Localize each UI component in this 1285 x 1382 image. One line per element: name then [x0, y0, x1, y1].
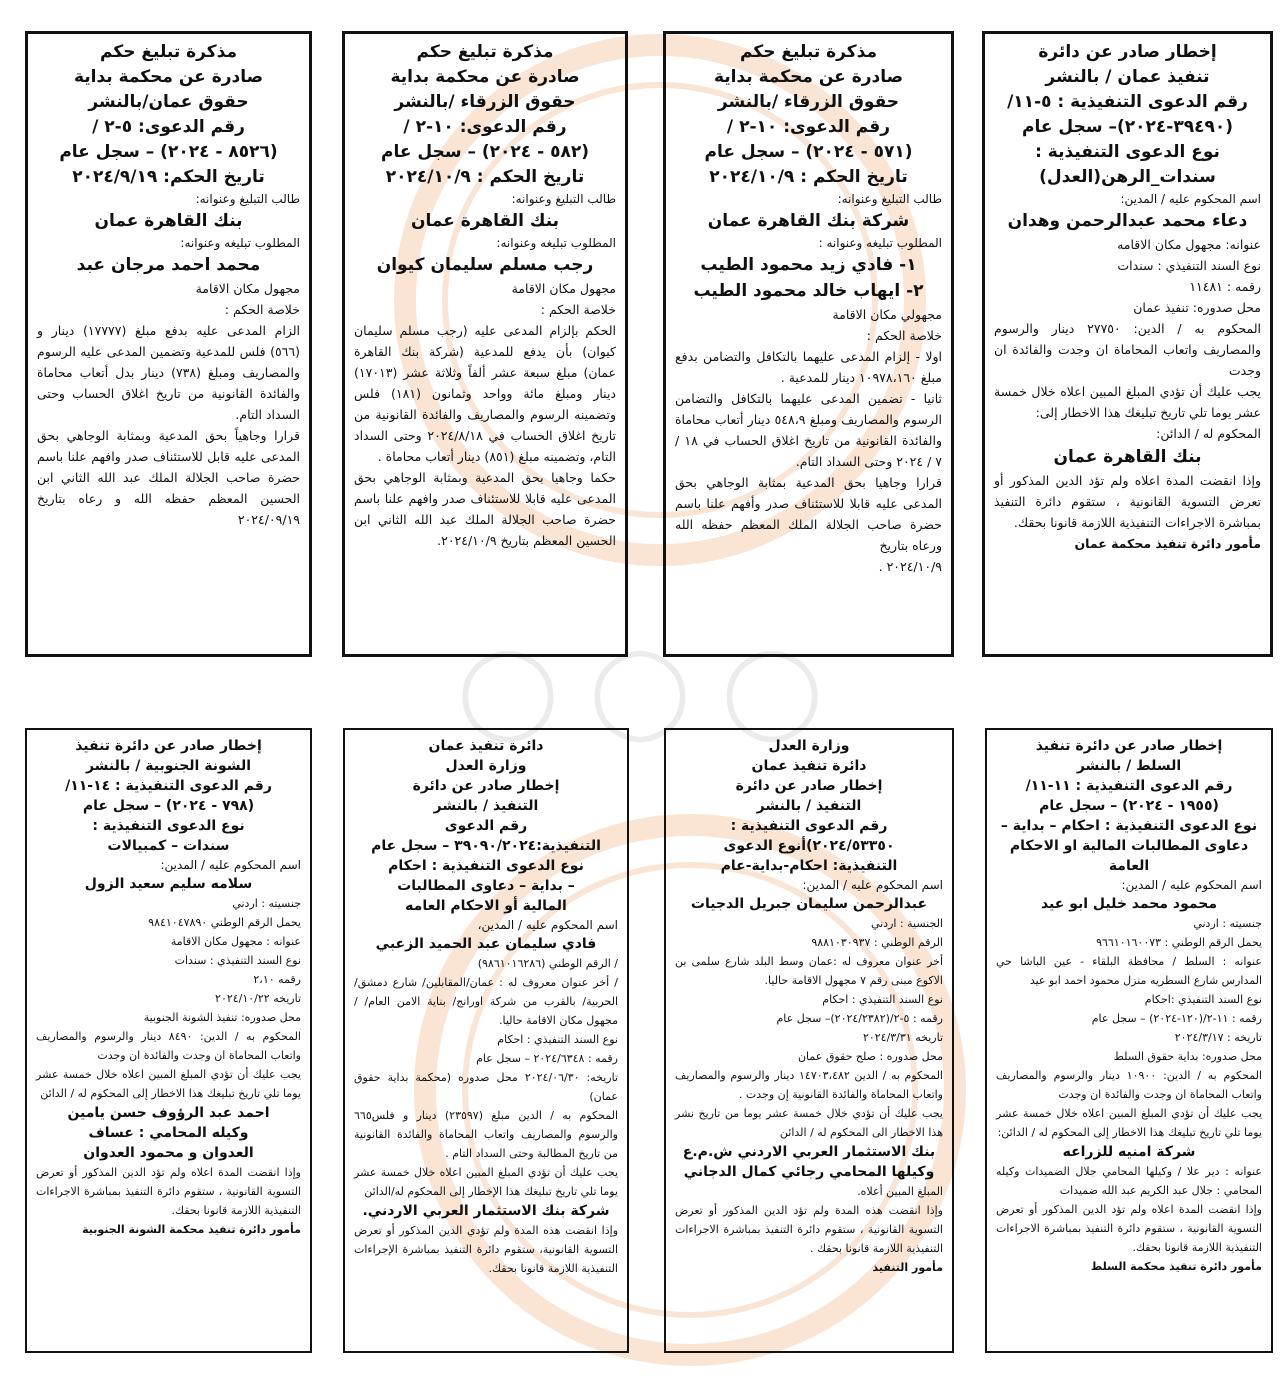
notice-heading: إخطار صادر عن دائرة [412, 778, 560, 794]
case-number: رقم الدعوى [444, 818, 528, 834]
detail-line: عنوانه : السلط / محافظة البلقاء - عين الباشا حي المدارس شارع السطريه منزل محمود احمد ابو عيد [996, 955, 1262, 987]
case-number: رقم الدعوى التنفيذية : ٥-١١/ [1007, 92, 1248, 112]
case-number: (٨٥٢٦ - ٢٠٢٤) – سجل عام [59, 142, 278, 162]
notice-footer: مأمور التنفيذ [872, 1261, 943, 1274]
notice-heading: وزارة العدل [445, 758, 527, 774]
detail-line: يجب عليك أن تؤدي المبلغ المبين اعلاه خلال خمسة عشر يوما تلي تاريخ تبليغك هذا الإخطار إلى المحكوم له/الدائن [354, 1166, 618, 1198]
judgment-date: تاريخ الحكم : ٢٠٢٤/١٠/٩ [385, 167, 585, 187]
case-number: رقم الدعوى التنفيذية : [730, 818, 888, 834]
case-number: التنفيذية:٣٩٠٩٠/٢٠٢٤ – سجل عام [371, 838, 601, 854]
case-type: التنفيذية: احكام-بداية-عام [720, 858, 898, 874]
detail-line: نوع السند التنفيذي : احكام [822, 993, 943, 1006]
detail-line: يحمل الرقم الوطني ٩٨٤١٠٤٧٨٩٠ [148, 916, 301, 929]
detail-line: محل صدوره: تنفيذ الشونة الجنوبية [143, 1011, 301, 1024]
requester-label: طالب التبليغ وعنوانه: [195, 192, 300, 206]
detail-line: خلاصة الحكم : [224, 302, 300, 317]
notice-footer: مأمور دائرة تنفيذ محكمة الشونة الجنوبية [82, 1223, 301, 1236]
detail-line: الزام المدعى عليه بدفع مبلغ (١٧٧٧٧) دينار و (٥٦٦) فلس للمدعية وتضمين المدعى عليه الرسوم والمصاريف ومبلغ (٧٣٨) دينار بدل أتعاب محاماة والفائدة القانونية من تاريخ اغلاق الحساب وحتى السداد التام. [37, 323, 300, 422]
recipient-label: المطلوب تبليغه وعنوانه : [818, 236, 942, 250]
notice-heading: إخطار صادر عن دائرة [1038, 42, 1217, 62]
notice-heading: إخطار صادر عن دائرة تنفيذ [75, 738, 262, 754]
notice-footer: مأمور دائرة تنفيذ محكمة السلط [1090, 1260, 1262, 1273]
detail-line: الحكم بإلزام المدعى عليه (رجب مسلم سليمان كيوان) بأن يدفع للمدعية (شركة بنك القاهرة عمان) مبلغ سبعة عشر ألفاً وثلاثة عشر (١٧٠١٣) دينار ومبلغ مائة وواحد وثمانون (١٨١) فلس وتضمينه الرسوم والمصاريف والفائدة القانونية من تاريخ اغلاق الحساب في ٢٠٢٤/٨/١٨ وحتى السداد التام، وتضمينه مبلغ (٨٥١) دينار أتعاب محاماة . [354, 323, 617, 464]
debtor-name: فادي سليمان عبد الحميد الزعبي [375, 936, 597, 952]
detail-line: عنوانه : دير علا / وكيلها المحامي جلال الضميدات وكيله المحامي : جلال عبد الكريم عبد الله ضميدات [996, 1165, 1262, 1197]
detail-line: رقمه : ١١-٢/(١٢٠-٢٠٢٤) – سجل عام [1091, 1012, 1262, 1025]
detail-line: خلاصة الحكم : [540, 302, 616, 317]
creditor-agent: وكيله المحامي : عساف [88, 1125, 249, 1141]
detail-line: ٢٠٢٤/١٠/٩ . [878, 559, 942, 574]
debtor-label: اسم المحكوم عليه / المدين: [1121, 878, 1262, 892]
requester-name: شركة بنك القاهرة عمان [707, 211, 910, 231]
detail-line: المحكوم به / الدين: ١٠٩٠٠ دينار والرسوم والمصاريف واتعاب المحاماة ان وجدت والفائدة ان وجدت [996, 1069, 1262, 1101]
debtor-label: اسم المحكوم عليه / المدين: [160, 858, 301, 872]
detail-line: الرقم الوطني : ٩٨٨١٠٣٠٩٣٧ [811, 936, 943, 949]
detail-line: قرارا وجاهياً بحق المدعية وبمثابة الوجاهي بحق المدعى عليه قابل للاستئناف صدر وافهم علنا باسم حضرة صاحب الجلالة الملك عبد الله الثاني ابن الحسين المعظم حفظه الله و رعاه بتاريخ ٢٠٢٤/٠٩/١٩ [37, 428, 300, 527]
detail-line: الجنسية : اردني [870, 917, 943, 930]
case-type: – بداية – دعاوى المطالبات [397, 878, 575, 894]
detail-line: نوع السند التنفيذي :احكام [1144, 993, 1262, 1006]
debtor-name: دعاء محمد عبدالرحمن وهدان [1007, 211, 1248, 231]
detail-line: يجب عليك أن تؤدي المبلغ المبين اعلاه خلال خمسة عشر يوما تلي تاريخ تبليغك هذا الاخطار إلى المحكوم له / الدائن [36, 1068, 301, 1100]
detail-line: اولا - إلزام المدعى عليهما بالتكافل والتضامن بدفع مبلغ ١٠٩٧٨،١٦٠ دينار للمدعية . [675, 349, 942, 385]
detail-line: قرارا وجاهيا بحق المدعية بمثابة الوجاهي بحق المدعى عليه قابلا للاستئناف صدر وأفهم علنا باسم حضرة صاحب الجلالة الملك المعظم حفظه الله ورعاه بتاريخ [675, 475, 942, 553]
notice-heading: وزارة العدل [768, 738, 850, 754]
detail-line: خلاصة الحكم : [866, 328, 942, 343]
notice-amman-execution [982, 31, 1273, 657]
notice-south-shuna-execution [25, 728, 312, 1353]
case-type: سندات_الرهن(العدل) [1039, 167, 1216, 187]
case-number: (٣٩٤٩٠-٢٠٢٤)– سجل عام [1022, 117, 1233, 137]
notice-zarqa-judgment-571 [663, 31, 954, 657]
creditor-name: شركة امنيه للزراعه [1062, 1144, 1196, 1160]
judgment-date: تاريخ الحكم : ٢٠٢٤/١٠/٩ [709, 167, 908, 187]
notice-heading: مذكرة تبليغ حكم [416, 42, 554, 62]
notice-heading: صادرة عن محكمة بداية [73, 67, 264, 87]
detail-line: المحكوم به / الدين مبلغ (٢٣٥٩٧) دينار و فلس٦٦٥ والرسوم والمصاريف واتعاب المحاماة والفائدة القانونية من تاريخ المطالبة وحتى السداد التام . [354, 1109, 618, 1160]
notice-heading: مذكرة تبليغ حكم [100, 42, 237, 62]
detail-line: محل صدوره: بداية حقوق السلط [1113, 1050, 1262, 1063]
creditor-name: شركة بنك الاستثمار العربي الاردني. [362, 1203, 610, 1219]
detail-line: نوع السند التنفيذي : سندات [1117, 258, 1261, 273]
judgment-date: تاريخ الحكم: ٢٠٢٤/٩/١٩ [72, 167, 265, 187]
detail-line: عنوانه: مجهول مكان الاقامه [1117, 237, 1261, 252]
case-type: نوع الدعوى التنفيذية : [92, 818, 245, 834]
detail-line: مجهول مكان الاقامة [511, 281, 616, 296]
notice-amman-execution-39090 [343, 728, 629, 1353]
detail-line: جنسيته : اردني [232, 897, 301, 910]
notice-heading: مذكرة تبليغ حكم [740, 42, 877, 62]
recipient-label: المطلوب تبليغه وعنوانه: [496, 236, 616, 250]
case-number: رقم الدعوى: ١٠-٢ / [726, 117, 891, 137]
watermark-text: ◯ ◯ ◯ [457, 637, 823, 742]
notice-salt-execution [985, 728, 1273, 1353]
recipient-name: محمد احمد مرجان عبد [76, 255, 261, 275]
notice-heading: حقوق الزرقاء /بالنشر [717, 92, 900, 112]
requester-name: بنك القاهرة عمان [410, 211, 560, 231]
detail-line: يجب عليك أن تؤدي المبلغ المبين اعلاه خلال خمسة عشر يوما تلي تاريخ تبليغك هذا الاخطار إلى: [994, 384, 1261, 420]
case-number: رقم الدعوى التنفيذية : ١٤-١١/ [65, 778, 272, 794]
debtor-name: سلامه سليم سعيد الزول [84, 876, 253, 892]
detail-line: ثانيا - تضمين المدعى عليهما بالتكافل والتضامن الرسوم والمصاريف ومبلغ ٥٤٨،٩ دينار أتعاب محاماة والفائدة القانونية من تاريخ اغلاق الحساب في ١٨ / ٧ / ٢٠٢٤ وحتى السداد التام. [675, 391, 942, 469]
detail-line: رقمه : ١١٤٨١ [1189, 279, 1261, 294]
case-number: ٢٠٢٤/٥٣٣٥٠)أنوع الدعوى [723, 838, 895, 854]
case-number: (٧٩٨ - ٢٠٢٤) – سجل عام [82, 798, 255, 814]
debtor-label: اسم المحكوم عليه / المدين: [802, 878, 943, 892]
notice-heading: التنفيذ / بالنشر [433, 798, 539, 814]
notice-heading: حقوق عمان/بالنشر [88, 92, 249, 112]
case-type: نوع الدعوى التنفيذية : [1035, 142, 1220, 162]
detail-line: وإذا انقضت المدة اعلاه ولم تؤد الدين المذكور أو تعرض التسوية القانونية ، ستقوم دائرة التنفيذ بمباشرة الاجراءات التنفيذية اللازمة قانونا بحقك. [36, 1166, 301, 1217]
detail-line: يجب عليك أن تؤدي خلال خمسة عشر يوما من تاريخ نشر هذا الاخطار الى المحكوم له / الدائن [675, 1107, 943, 1139]
creditor-agent: وكيلها المحامي رجائي كمال الدجاني [683, 1164, 935, 1180]
detail-line: تاريخه ٢٠٢٤/٣/٣١ [862, 1031, 943, 1044]
detail-line: وإذا انقضت هذه المدة ولم تؤد الدين المذكور أو تعرض التسوية القانونية ، ستقوم دائرة التنفيذ بمباشرة الاجراءات التنفيذية اللازمة قانونا بحقك . [675, 1204, 943, 1255]
recipient-label: المطلوب تبليغه وعنوانه: [180, 236, 300, 250]
case-number: رقم الدعوى التنفيذية : ١١-١١/ [1025, 778, 1233, 794]
notice-heading: التنفيذ / بالنشر [756, 798, 862, 814]
debtor-name: محمود محمد خليل ابو عيد [1040, 896, 1218, 912]
detail-line: تاريخه ٢٠٢٤/١٠/٢٢ [215, 992, 301, 1005]
notice-heading: حقوق الزرقاء /بالنشر [394, 92, 576, 112]
notice-amman-judgment-8526 [25, 31, 312, 657]
notice-heading: تنفيذ عمان / بالنشر [1045, 67, 1210, 87]
detail-line: المبلغ المبين أعلاه. [857, 1185, 943, 1198]
detail-line: المحكوم له / الدائن: [1156, 426, 1261, 441]
recipient-name: رجب مسلم سليمان كيوان [376, 255, 594, 275]
notice-heading: صادرة عن محكمة بداية [390, 67, 580, 87]
requester-label: طالب التبليغ وعنوانه: [837, 192, 942, 206]
detail-line: تاريخه: ٢٠٢٤/٠٦/٣٠ محل صدوره (محكمة بداية حقوق عمان) [354, 1071, 618, 1103]
detail-line: / أخر عنوان معروف له : عمان/المقابلين/ شارع دمشق/ الحربية/ بالقرب من شركة اورانج/ بناية الامن العام/ /مجهول مكان الاقامة حاليا. [354, 976, 618, 1027]
debtor-name: عبدالرحمن سليمان جبريل الدجيات [690, 896, 928, 912]
case-number: (١٩٥٥ - ٢٠٢٤) – سجل عام [1039, 798, 1219, 814]
case-number: (٥٨٢ - ٢٠٢٤) – سجل عام [381, 142, 589, 162]
detail-line: / الرقم الوطني (٩٨٦١٠١٦٢٨٦) [477, 957, 618, 970]
recipient-name: ١- فادي زيد محمود الطيب [700, 255, 917, 275]
detail-line: المحكوم به / الدين: ٢٧٧٥٠ دينار والرسوم والمصاريف واتعاب المحاماة ان وجدت والفائدة ان وجدت [994, 321, 1262, 378]
detail-line: المحكوم به / الدين ١٤٧٠٣،٤٨٢ دينار والرسوم والمصاريف واتعاب المحاماة والفائدة القانونية إن وجدت . [675, 1069, 943, 1101]
recipient-name: ٢- ايهاب خالد محمود الطيب [693, 281, 924, 301]
case-type: سندات – كمبيالات [107, 838, 230, 854]
detail-line: رقمه : ٢٠٢٤/٦٣٤٨ – سجل عام [476, 1052, 618, 1065]
detail-line: أخر عنوان معروف له :عمان وسط البلد شارع سلمى بن الاكوع مبنى رقم ٧ مجهول الاقامة حاليا. [675, 955, 943, 987]
case-number: (٥٧١ - ٢٠٢٤) – سجل عام [704, 142, 913, 162]
detail-line: رقمه : ٥-٢/(٢٠٢٤/٢٣٨٢)– سجل عام [776, 1012, 943, 1025]
creditor-agent: العدوان و محمود العدوان [83, 1145, 254, 1161]
detail-line: مجهولي مكان الاقامة [832, 307, 942, 322]
notice-heading: صادرة عن محكمة بداية [713, 67, 904, 87]
notice-heading: الشونة الجنوبية / بالنشر [85, 758, 252, 774]
notice-zarqa-judgment-582 [342, 31, 628, 657]
detail-line: يجب عليك أن تؤدي المبلغ المبين اعلاه خلال خمسة عشر يوما تلي تاريخ تبليغك هذا الاخطار إلى المحكوم له / الدائن: [996, 1107, 1262, 1139]
detail-line: محل صدوره: تنفيذ عمان [1133, 300, 1261, 315]
case-number: رقم الدعوى: ١٠-٢ / [403, 117, 567, 137]
case-number: رقم الدعوى: ٥-٢ / [92, 117, 245, 137]
detail-line: نوع السند التنفيذي : احكام [497, 1033, 618, 1046]
detail-line: وإذا انقضت المدة اعلاه ولم تؤد الدين المذكور أو تعرض التسوية القانونية ، ستقوم دائرة التنفيذ بمباشرة الاجراءات التنفيذية اللازمة قانونا بحقك. [996, 1203, 1262, 1254]
debtor-label: اسم المحكوم عليه / المدين: [1120, 192, 1261, 206]
detail-line: حكما وجاهيا بحق المدعية وبمثابة الوجاهي بحق المدعى عليه قابلا للاستئناف صدر وافهم علنا باسم حضرة صاحب الجلالة الملك عبد الله الثاني ابن الحسين المعظم بتاريخ ٢٠٢٤/١٠/٩. [354, 470, 616, 548]
notice-heading: السلط / بالنشر [1076, 758, 1182, 774]
notice-footer: مأمور دائرة تنفيذ محكمة عمان [1074, 536, 1261, 551]
detail-line: عنوانه : مجهول مكان الاقامة [170, 935, 301, 948]
detail-line: محل صدوره : صلح حقوق عمان [797, 1050, 943, 1063]
detail-line: تاريخه : ٢٠٢٤/٣/١٧ [1174, 1031, 1262, 1044]
detail-line: مجهول مكان الاقامة [195, 281, 300, 296]
creditor-name: بنك القاهرة عمان [1053, 447, 1202, 467]
detail-line: المحكوم به / الدين: ٨٤٩٠ دينار والرسوم والمصاريف واتعاب المحاماة ان وجدت والفائدة ان وجدت [36, 1030, 301, 1062]
requester-name: بنك القاهرة عمان [94, 211, 243, 231]
notice-heading: دائرة تنفيذ عمان [428, 738, 544, 754]
requester-label: طالب التبليغ وعنوانه: [511, 192, 616, 206]
case-type: نوع الدعوى التنفيذية : احكام [388, 858, 584, 874]
detail-line: وإذا انقضت المدة اعلاه ولم تؤد الدين المذكور أو تعرض التسوية القانونية ، ستقوم دائرة التنفيذ بمباشرة الاجراءات التنفيذية اللازمة قانونا بحقك. [994, 473, 1261, 530]
notice-amman-execution-53350 [664, 728, 954, 1353]
detail-line: وإذا انقضت هذه المدة ولم تؤدي الدين المذكور أو تعرض التسوية القانونية، ستقوم دائرة التنفيذ بمباشرة الإجراءات التنفيذية اللازمة قانونا بحقك. [354, 1224, 618, 1275]
detail-line: نوع السند التنفيذي : سندات [174, 954, 301, 967]
creditor-name: بنك الاستثمار العربي الاردني ش.م.ع [682, 1144, 936, 1160]
detail-line: رقمه ٢،١٠ [253, 973, 301, 986]
detail-line: يحمل الرقم الوطني : ٩٦٦١٠١٦٠٠٧٣ [1096, 936, 1262, 949]
detail-line: جنسيته : اردني [1193, 917, 1262, 930]
notice-heading: إخطار صادر عن دائرة تنفيذ [1035, 738, 1223, 754]
creditor-name: احمد عبد الرؤوف حسن يامين [67, 1105, 270, 1121]
debtor-label: اسم المحكوم عليه / المدين، [477, 918, 618, 932]
case-type: نوع الدعوى التنفيذية : احكام – بداية – دعاوى المطالبات المالية او الاحكام العامة [1000, 818, 1258, 874]
case-type: المالية أو الاحكام العامه [405, 898, 567, 914]
notice-heading: إخطار صادر عن دائرة [735, 778, 883, 794]
notice-heading: دائرة تنفيذ عمان [751, 758, 867, 774]
